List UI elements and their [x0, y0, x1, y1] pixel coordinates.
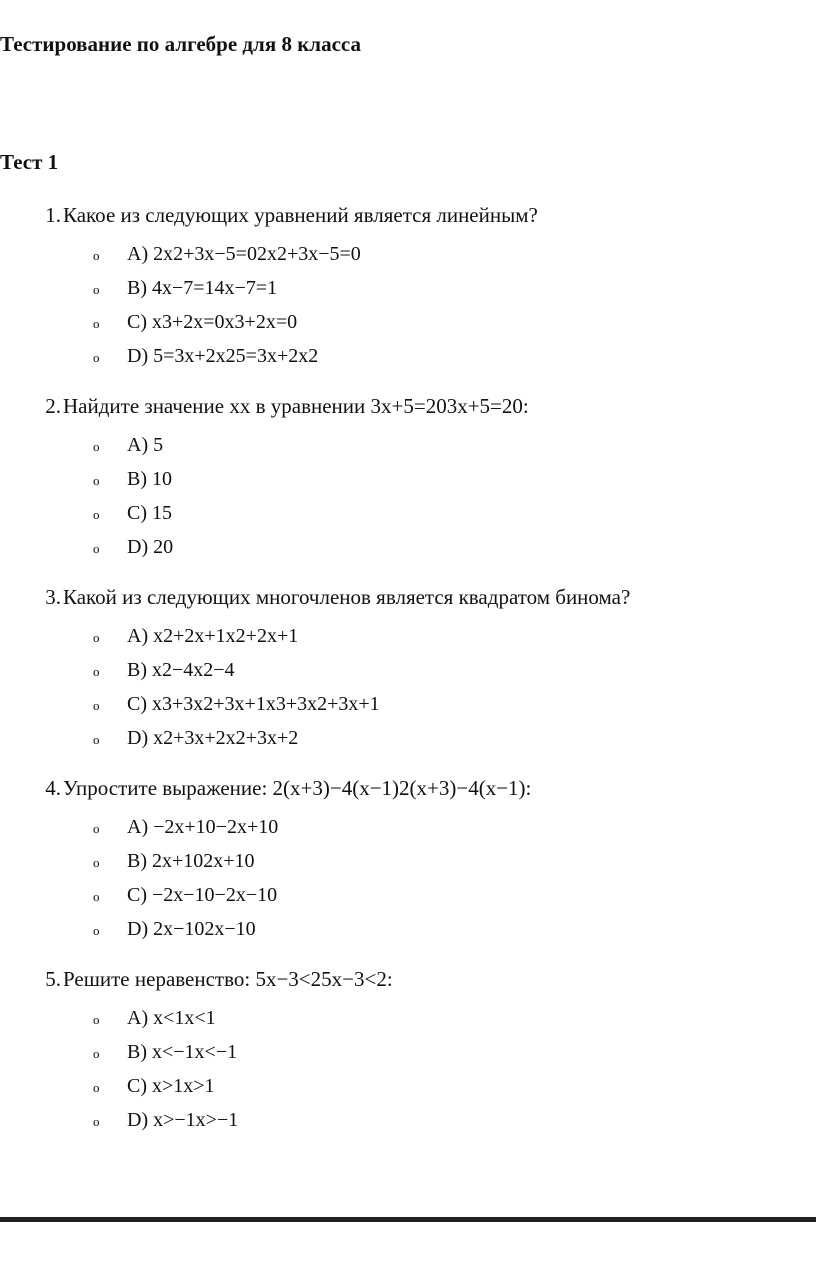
circle-bullet-icon: o — [93, 248, 100, 263]
circle-bullet-icon: o — [93, 1046, 100, 1061]
answer-option-text: D) x2+3x+2x2+3x+2 — [127, 727, 299, 749]
question-2 — [0, 391, 816, 565]
answer-option-text: A) 2x2+3x−5=02x2+3x−5=0 — [127, 243, 361, 265]
page-divider — [0, 1217, 816, 1222]
question-text: Какое из следующих уравнений является линейным? — [63, 203, 538, 227]
circle-bullet-icon: o — [93, 698, 100, 713]
answer-option-c — [0, 879, 816, 913]
answer-option-b — [0, 463, 816, 497]
question-1 — [0, 200, 816, 374]
circle-bullet-icon: o — [93, 316, 100, 331]
answer-option-text: C) x3+3x2+3x+1x3+3x2+3x+1 — [127, 693, 380, 715]
circle-bullet-icon: o — [93, 821, 100, 836]
answer-options — [0, 1002, 816, 1138]
question-3 — [0, 582, 816, 756]
circle-bullet-icon: o — [93, 732, 100, 747]
answer-option-text: D) 5=3x+2x25=3x+2x2 — [127, 345, 319, 367]
answer-option-d — [0, 340, 816, 374]
question-number: 3. — [45, 585, 61, 609]
question-text: Какой из следующих многочленов является квадратом бинома? — [63, 585, 631, 609]
circle-bullet-icon: o — [93, 350, 100, 365]
circle-bullet-icon: o — [93, 507, 100, 522]
circle-bullet-icon: o — [93, 541, 100, 556]
question-number: 5. — [45, 967, 61, 991]
question-text: Найдите значение xx в уравнении 3x+5=203x+5=20: — [63, 394, 529, 418]
circle-bullet-icon: o — [93, 1012, 100, 1027]
question-list — [0, 200, 816, 1155]
answer-options — [0, 238, 816, 374]
answer-option-text: B) 10 — [127, 468, 172, 490]
answer-option-text: A) x2+2x+1x2+2x+1 — [127, 625, 299, 647]
circle-bullet-icon: o — [93, 282, 100, 297]
answer-option-d — [0, 1104, 816, 1138]
answer-option-text: A) −2x+10−2x+10 — [127, 816, 279, 838]
answer-option-text: D) x>−1x>−1 — [127, 1109, 239, 1131]
document-title: Тестирование по алгебре для 8 класса — [0, 32, 361, 56]
answer-option-b — [0, 272, 816, 306]
answer-option-d — [0, 722, 816, 756]
answer-option-b — [0, 1036, 816, 1070]
circle-bullet-icon: o — [93, 664, 100, 679]
question-text: Упростите выражение: 2(x+3)−4(x−1)2(x+3)−4(x−1): — [63, 776, 532, 800]
circle-bullet-icon: o — [93, 1080, 100, 1095]
question-number: 4. — [45, 776, 61, 800]
answer-option-c — [0, 688, 816, 722]
circle-bullet-icon: o — [93, 923, 100, 938]
answer-options — [0, 429, 816, 565]
answer-option-text: A) x<1x<1 — [127, 1007, 216, 1029]
answer-option-c — [0, 497, 816, 531]
answer-option-text: B) x<−1x<−1 — [127, 1041, 238, 1063]
question-5 — [0, 964, 816, 1138]
answer-option-text: C) −2x−10−2x−10 — [127, 884, 278, 906]
answer-option-text: D) 20 — [127, 536, 174, 558]
answer-options — [0, 811, 816, 947]
question-number: 1. — [45, 203, 61, 227]
circle-bullet-icon: o — [93, 473, 100, 488]
answer-option-text: C) x3+2x=0x3+2x=0 — [127, 311, 298, 333]
answer-option-a — [0, 811, 816, 845]
answer-option-d — [0, 531, 816, 565]
circle-bullet-icon: o — [93, 889, 100, 904]
answer-option-text: C) 15 — [127, 502, 172, 524]
answer-option-text: B) x2−4x2−4 — [127, 659, 235, 681]
question-number: 2. — [45, 394, 61, 418]
answer-options — [0, 620, 816, 756]
answer-option-text: D) 2x−102x−10 — [127, 918, 256, 940]
answer-option-c — [0, 1070, 816, 1104]
answer-option-text: A) 5 — [127, 434, 164, 456]
question-4 — [0, 773, 816, 947]
answer-option-a — [0, 1002, 816, 1036]
answer-option-text: C) x>1x>1 — [127, 1075, 215, 1097]
test-heading: Тест 1 — [0, 150, 59, 174]
answer-option-text: B) 4x−7=14x−7=1 — [127, 277, 278, 299]
answer-option-d — [0, 913, 816, 947]
answer-option-a — [0, 238, 816, 272]
circle-bullet-icon: o — [93, 1114, 100, 1129]
circle-bullet-icon: o — [93, 630, 100, 645]
answer-option-b — [0, 845, 816, 879]
circle-bullet-icon: o — [93, 439, 100, 454]
question-text: Решите неравенство: 5x−3<25x−3<2: — [63, 967, 393, 991]
answer-option-c — [0, 306, 816, 340]
circle-bullet-icon: o — [93, 855, 100, 870]
answer-option-a — [0, 429, 816, 463]
answer-option-b — [0, 654, 816, 688]
answer-option-a — [0, 620, 816, 654]
answer-option-text: B) 2x+102x+10 — [127, 850, 255, 872]
